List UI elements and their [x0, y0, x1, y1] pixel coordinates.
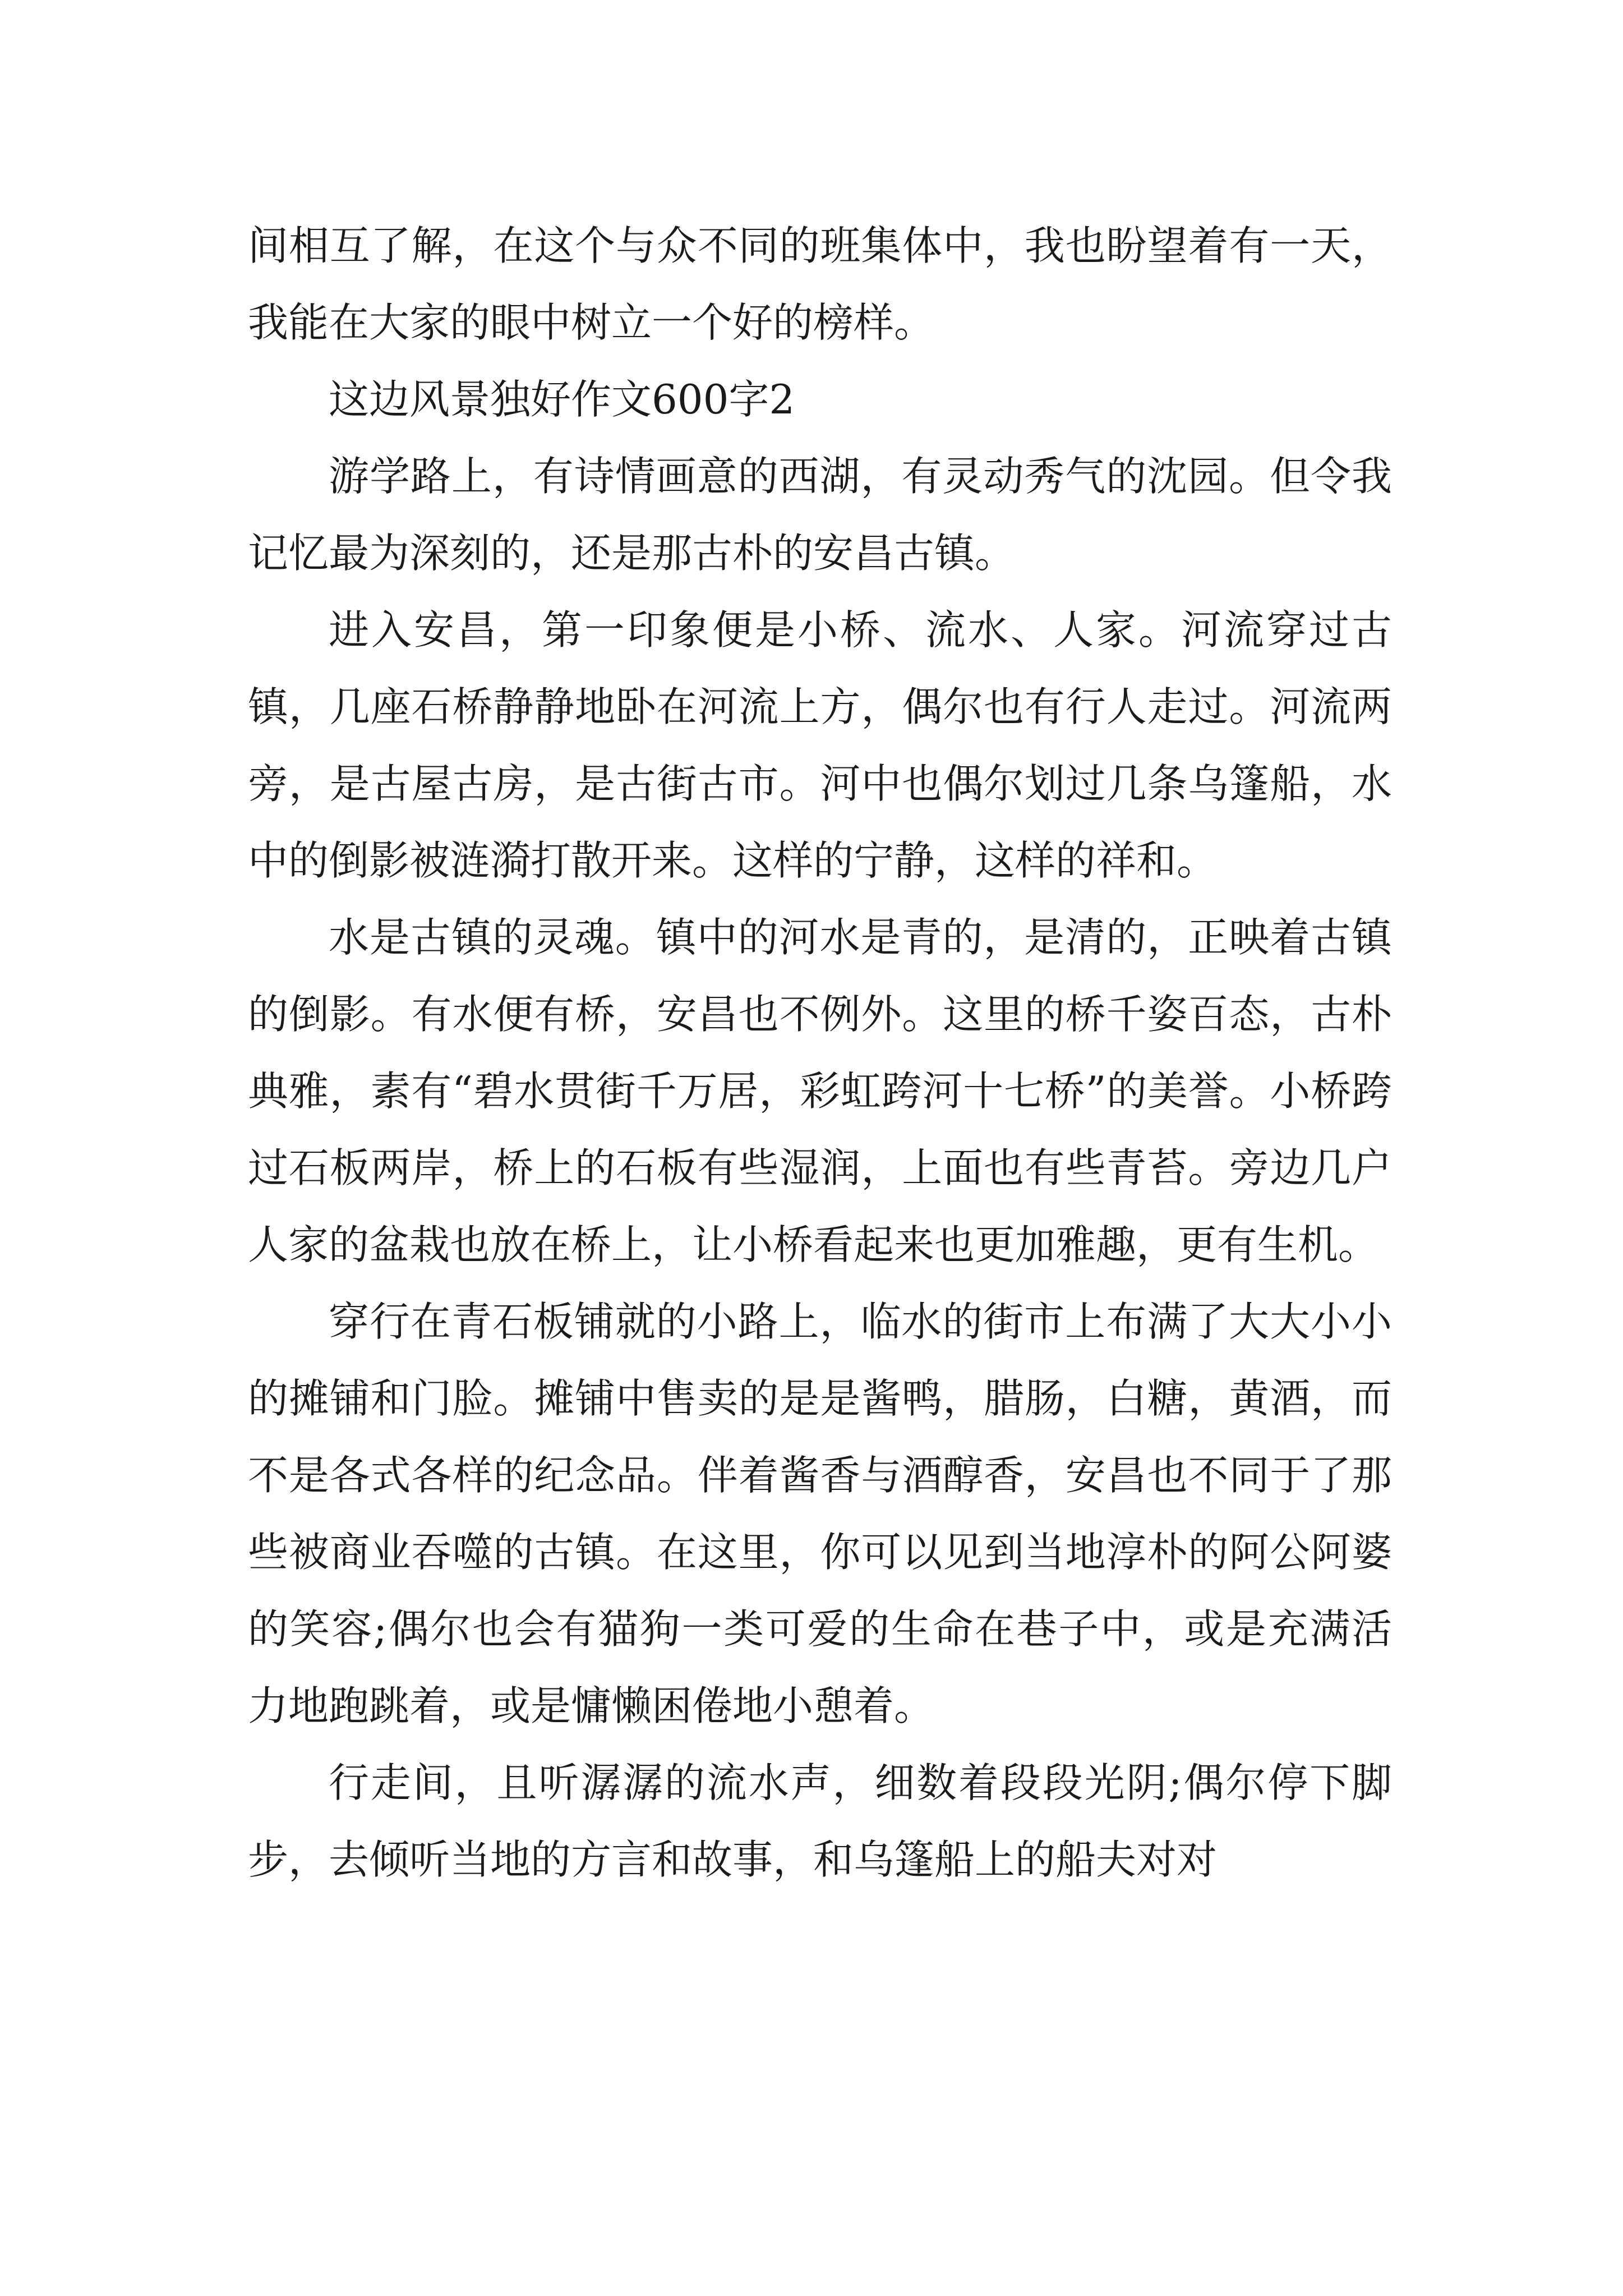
paragraph: 游学路上，有诗情画意的西湖，有灵动秀气的沈园。但令我记忆最为深刻的，还是那古朴的安昌古镇。 — [248, 453, 1392, 577]
paragraph-continuation: 间相互了解，在这个与众不同的班集体中，我也盼望着有一天，我能在大家的眼中树立一个好的榜样。 — [248, 222, 1392, 346]
paragraph: 行走间，且听潺潺的流水声，细数着段段光阴;偶尔停下脚步，去倾听当地的方言和故事，和乌篷船上的船夫对对 — [248, 1759, 1392, 1883]
paragraph: 穿行在青石板铺就的小路上，临水的街市上布满了大大小小的摊铺和门脸。摊铺中售卖的是是酱鸭，腊肠，白糖，黄酒，而不是各式各样的纪念品。伴着酱香与酒醇香，安昌也不同于了那些被商业吞噬的古镇。在这里，你可以见到当地淳朴的阿公阿婆的笑容;偶尔也会有猫狗一类可爱的生命在巷子中，或是充满活力地跑跳着，或是慵懒困倦地小憩着。 — [248, 1298, 1392, 1729]
paragraph: 进入安昌，第一印象便是小桥、流水、人家。河流穿过古镇，几座石桥静静地卧在河流上方，偶尔也有行人走过。河流两旁，是古屋古房，是古街古市。河中也偶尔划过几条乌篷船，水中的倒影被涟漪打散开来。这样的宁静，这样的祥和。 — [248, 606, 1392, 884]
article-title: 这边风景独好作文600字2 — [329, 376, 795, 423]
paragraph: 水是古镇的灵魂。镇中的河水是青的，是清的，正映着古镇的倒影。有水便有桥，安昌也不例外。这里的桥千姿百态，古朴典雅，素有“碧水贯街千万居，彩虹跨河十七桥”的美誉。小桥跨过石板两岸，桥上的石板有些湿润，上面也有些青苔。旁边几户人家的盆栽也放在桥上，让小桥看起来也更加雅趣，更有生机。 — [248, 914, 1392, 1268]
article-body — [248, 208, 1392, 1898]
